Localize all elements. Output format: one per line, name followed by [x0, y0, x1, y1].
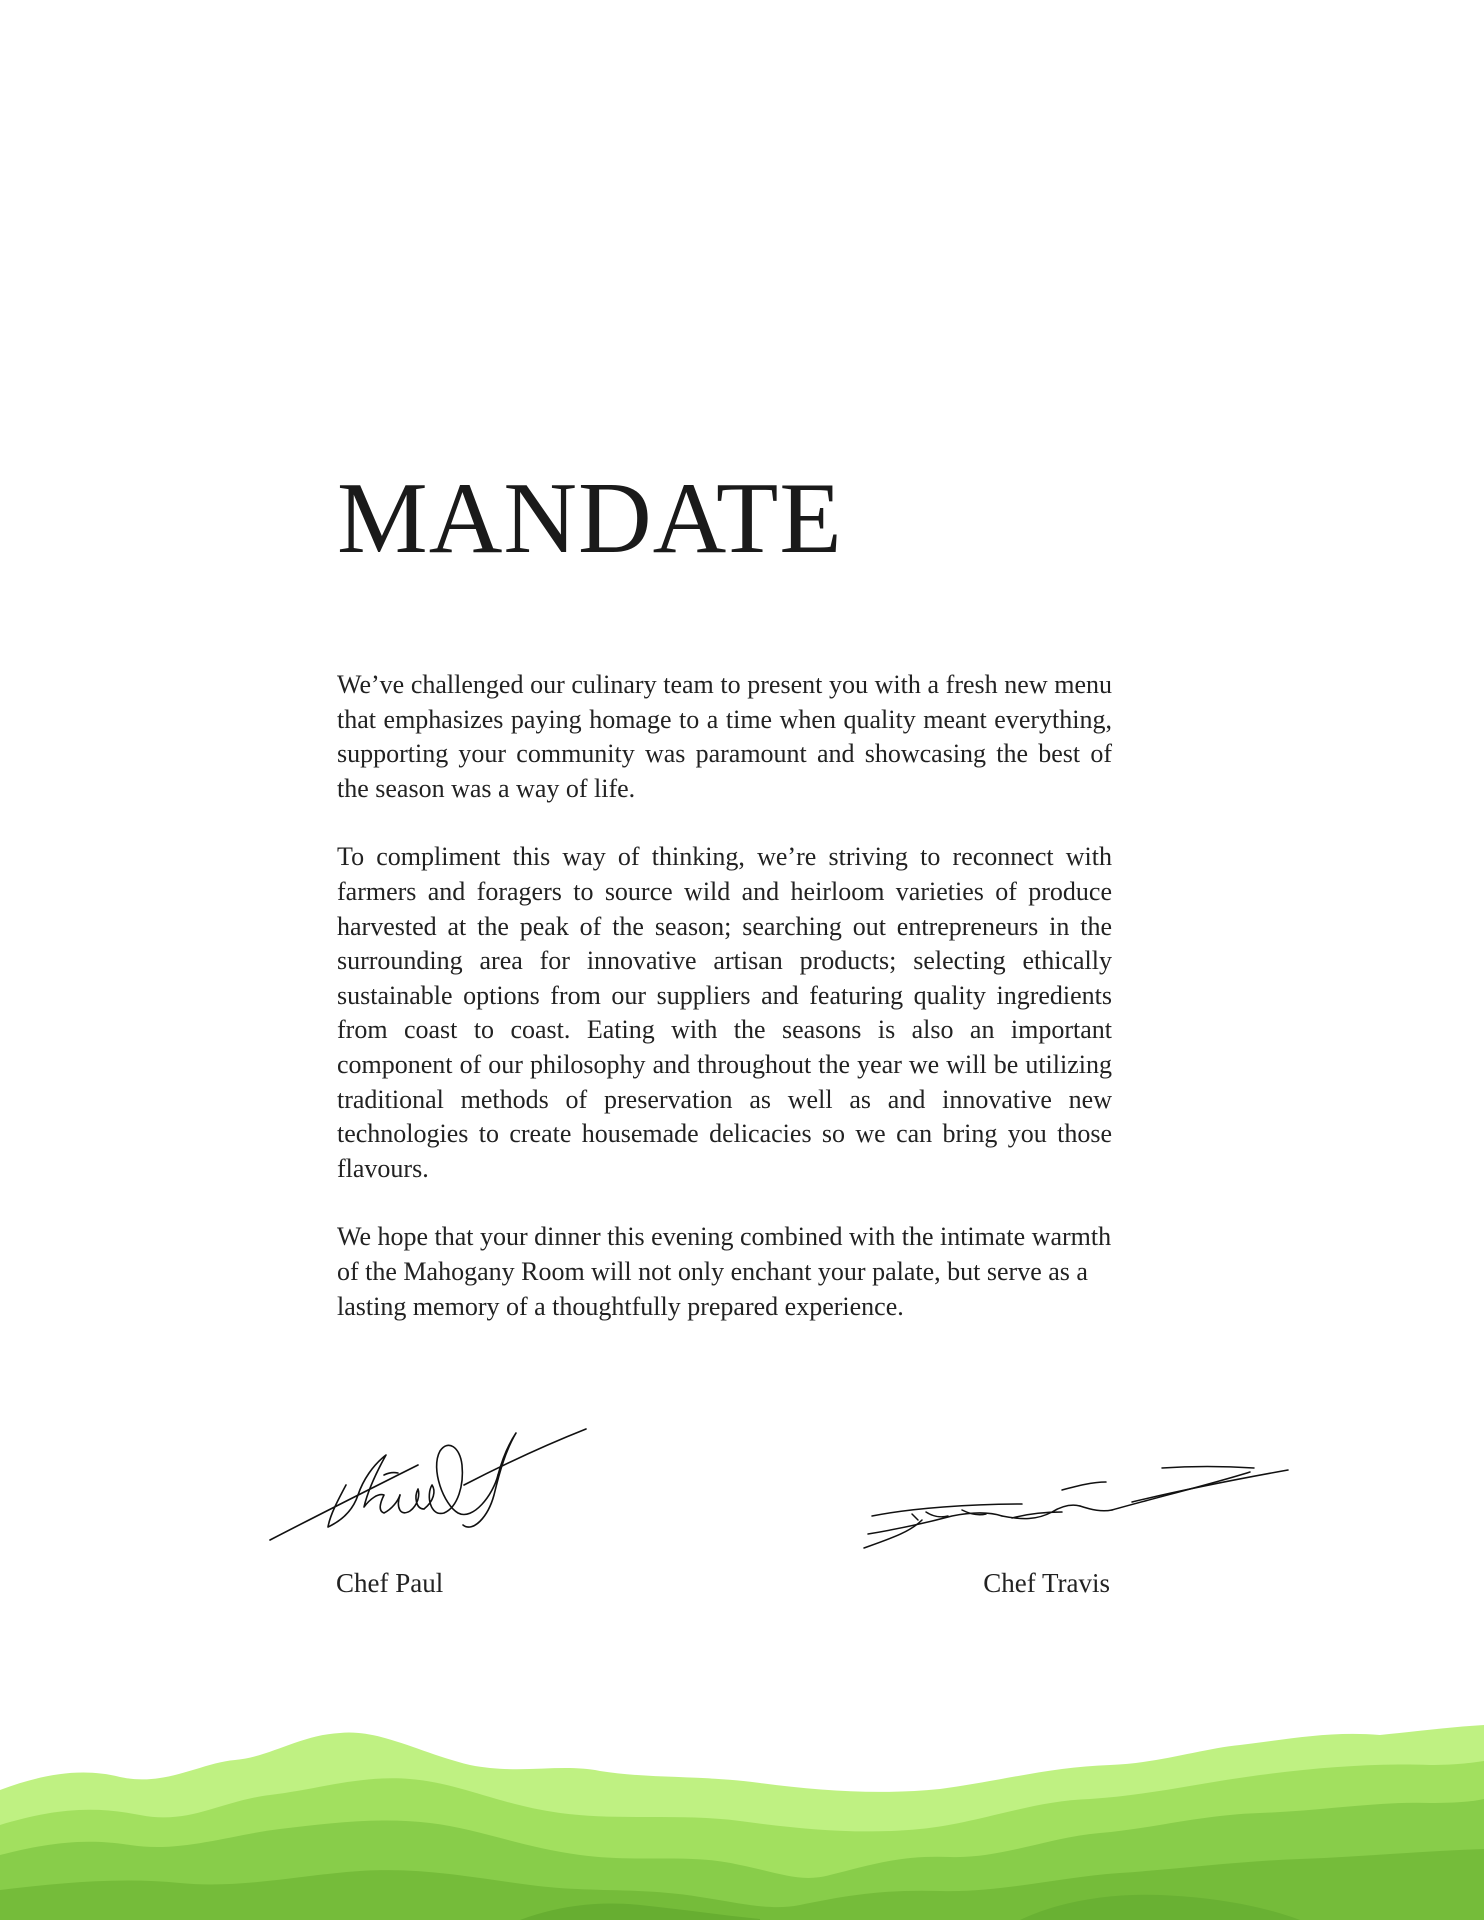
paragraph-intro: We’ve challenged our culinary team to present you with a fresh new menu that emphasizes paying homage to a time when quality meant everything, supporting your community was paramount and showcasing the best of the season was a way of life. — [337, 670, 1112, 803]
chef-paul-name: Chef Paul — [336, 1568, 444, 1598]
body-text — [337, 668, 1112, 1358]
page-title: MANDATE — [337, 462, 843, 575]
watercolor-landscape — [0, 1705, 1484, 1920]
chef-travis-name: Chef Travis — [983, 1568, 1110, 1598]
paragraph-closing: We hope that your dinner this evening combined with the intimate warmth of the Mahogany Room will not only enchant your palate, but serve as a lasting memory of a thoughtfully prepared experience. — [337, 1222, 1112, 1321]
chef-travis-signature — [862, 1460, 1290, 1550]
chef-paul-signature — [268, 1425, 588, 1545]
paragraph-philosophy: To compliment this way of thinking, we’re striving to reconnect with farmers and foragers to source wild and heirloom varieties of produce harvested at the peak of the season; searching out entrepreneurs in the surrounding area for innovative artisan products; selecting ethically sustainable options from our suppliers and featuring quality ingredients from coast to coast. Eating with the seasons is also an important component of our philosophy and throughout the year we will be utilizing traditional methods of preservation as well as and innovative new technologies to create housemade delicacies so we can bring you those flavours. — [337, 842, 1112, 1183]
